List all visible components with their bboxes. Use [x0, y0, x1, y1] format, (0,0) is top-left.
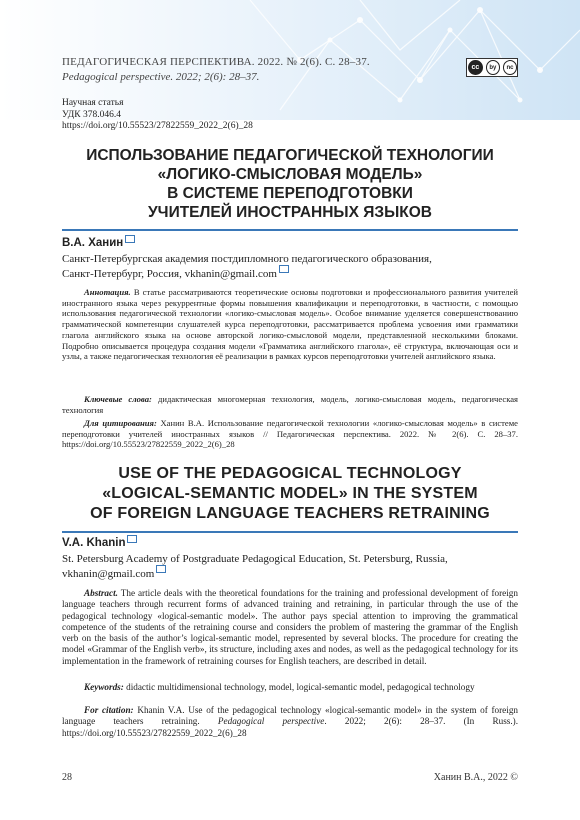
keywords-text: дидактическая многомерная технология, модель, логико-смысловая модель, педагогическая технология [62, 394, 519, 415]
title-ru-line: ИСПОЛЬЗОВАНИЕ ПЕДАГОГИЧЕСКОЙ ТЕХНОЛОГИИ [86, 147, 494, 164]
citation-text: Ханин В.А. Использование педагогической технологии «логико-смысловая модель» в системе переподготовки учителей иностранных языков // Педагогическая перспектива. 2022. № 2(6). С. 28–37. https://doi.org/10.55523/27822559_2022_2(6)_28 [62, 418, 518, 450]
citation-label: For citation: [84, 705, 134, 715]
keywords-text: didactic multidimensional technology, model, logical-semantic model, pedagogical technology [126, 682, 475, 692]
page-number: 28 [62, 772, 72, 783]
citation-text: Khanin V.A. Use of the pedagogical technology «logical-semantic model» in the system of foreign language teachers retraining. [62, 705, 519, 727]
article-type: Научная статья [62, 98, 124, 108]
affiliation-en [62, 552, 532, 582]
author-name: V.A. Khanin [62, 537, 126, 549]
affiliation-text: vkhanin@gmail.com [62, 568, 155, 580]
abstract-label: Abstract. [84, 588, 118, 598]
doi-link[interactable]: https://doi.org/10.55523/27822559_2022_2(6)_28 [62, 121, 253, 131]
title-ru-line: В СИСТЕМЕ ПЕРЕПОДГОТОВКИ [167, 185, 413, 202]
affiliation-text: Санкт-Петербург, Россия, vkhanin@gmail.com [62, 268, 277, 280]
abstract-ru [62, 287, 518, 362]
author-ru [62, 237, 135, 249]
title-ru-line: «ЛОГИКО-СМЫСЛОВАЯ МОДЕЛЬ» [157, 166, 423, 183]
citation-en [62, 705, 518, 739]
divider [62, 229, 518, 231]
citation-label: Для цитирования: [84, 418, 157, 428]
keywords-label: Ключевые слова: [84, 394, 152, 404]
abstract-label: Аннотация. [84, 287, 131, 297]
keywords-en [62, 682, 518, 693]
affiliation-line: Санкт-Петербургская академия постдипломного педагогического образования, [62, 253, 432, 265]
title-en-line: OF FOREIGN LANGUAGE TEACHERS RETRAINING [90, 505, 490, 522]
envelope-icon[interactable] [125, 235, 135, 243]
affiliation-line: St. Petersburg Academy of Postgraduate Pedagogical Education, St. Petersburg, Russia, [62, 553, 448, 565]
author-name: В.А. Ханин [62, 237, 124, 249]
title-en-line: «LOGICAL-SEMANTIC MODEL» IN THE SYSTEM [102, 485, 478, 502]
abstract-en [62, 588, 518, 667]
keywords-label: Keywords: [84, 682, 124, 692]
article-meta [62, 98, 253, 133]
divider [62, 531, 518, 533]
by-icon: by [486, 60, 500, 75]
envelope-icon[interactable] [156, 565, 166, 573]
title-ru-line: УЧИТЕЛЕЙ ИНОСТРАННЫХ ЯЗЫКОВ [148, 204, 432, 221]
journal-header-en: Pedagogical perspective. 2022; 2(6): 28–37. [62, 71, 260, 83]
citation-ru [62, 418, 518, 450]
journal-header-ru: ПЕДАГОГИЧЕСКАЯ ПЕРСПЕКТИВА. 2022. № 2(6). С. 28–37. [62, 56, 370, 68]
abstract-text: В статье рассматриваются теоретические основы подготовки и профессионального развития учителей иностранного языка через рекуррентные формы повышения квалификации и переподготовки, в частности, с помощью использования педагогической технологии «логико-смысловая модель». Особое внимание уделяется совершенствованию грамматической компетенции слушателей курса переподготовки, рассматривается проблема усвоения ими грамматики глагола английского языка на основе авторской логико-смысловой модели, представленной несколькими блоками. Подробно описывается процедура создания модели «Грамматика английского глагола», её структура, включающая оси и узлы, а также педагогическая технология её реализации в рамках курсов переподготовки учителей английского языка. [62, 287, 518, 362]
author-en [62, 537, 137, 549]
nc-icon: nc [503, 60, 517, 75]
citation-text-end: . 2022; 2(6): 28–37. (In Russ.). https://doi.org/10.55523/27822559_2022_2(6)_28 [62, 716, 519, 738]
udk-code: УДК 378.046.4 [62, 109, 121, 120]
keywords-ru [62, 394, 518, 415]
copyright: Ханин В.А., 2022 © [433, 772, 518, 783]
cc-icon: cc [468, 60, 483, 75]
title-ru [40, 146, 540, 222]
affiliation-line [62, 567, 532, 582]
affiliation-line [62, 267, 522, 282]
envelope-icon[interactable] [127, 535, 137, 543]
title-en-line: USE OF THE PEDAGOGICAL TECHNOLOGY [118, 465, 462, 482]
abstract-text: The article deals with the theoretical foundations for the training and professional development of foreign language teachers through recurrent forms of advanced training and retraining, in particular through the use of the pedagogical technology «logical-semantic model». The author pays special attention to improving the grammatical competence of the students of the retraining course and considers the problem of mastering the grammar of the English verb on the basis of the author’s logical-semantic model, represented by several blocks. The procedure for creating the model «Grammar of the English verb», its structure, including axes and nodes, as well as the pedagogical technology for its implementation in the framework of retraining courses for English teachers, are described in detail. [62, 588, 518, 666]
cc-license-icon[interactable] [466, 58, 518, 77]
envelope-icon[interactable] [279, 265, 289, 273]
title-en [40, 464, 540, 524]
citation-journal: Pedagogical perspective [217, 716, 325, 727]
affiliation-ru [62, 252, 522, 282]
